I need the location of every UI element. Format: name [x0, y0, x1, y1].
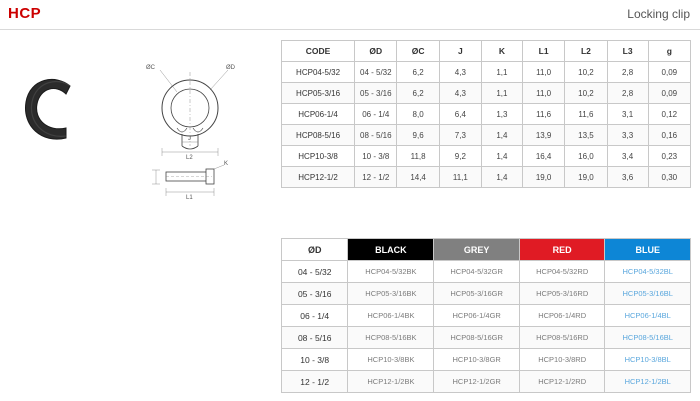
cell-k: 1,1	[481, 62, 522, 83]
cell-part-blue: HCP08-5/16BL	[605, 327, 691, 349]
column-header-diameter-d: ØD	[355, 41, 397, 62]
column-header-grey: GREY	[434, 239, 520, 261]
cell-l3: 2,8	[607, 83, 648, 104]
dimension-table	[281, 40, 691, 188]
cell-l2: 13,5	[565, 125, 607, 146]
cell-diameter-c: 11,8	[397, 146, 439, 167]
cell-g: 0,12	[648, 104, 690, 125]
page-title: HCP	[8, 5, 42, 22]
table-row	[282, 371, 691, 393]
page-subtitle: Locking clip	[627, 7, 690, 21]
table-row	[282, 261, 691, 283]
column-header-red: RED	[519, 239, 605, 261]
cell-part-red: HCP06-1/4RD	[519, 305, 605, 327]
cell-part-blue: HCP05-3/16BL	[605, 283, 691, 305]
cell-k: 1,4	[481, 125, 522, 146]
cell-l1: 13,9	[522, 125, 564, 146]
table-row	[282, 62, 691, 83]
table-row	[282, 327, 691, 349]
cell-part-black: HCP08-5/16BK	[348, 327, 434, 349]
cell-diameter-d: 04 - 5/32	[355, 62, 397, 83]
cell-diameter-c: 14,4	[397, 167, 439, 188]
cell-diameter-c: 9,6	[397, 125, 439, 146]
cell-j: 4,3	[439, 83, 481, 104]
cell-part-blue: HCP12-1/2BL	[605, 371, 691, 393]
cell-part-blue: HCP04-5/32BL	[605, 261, 691, 283]
table-row	[282, 283, 691, 305]
cell-g: 0,23	[648, 146, 690, 167]
cell-part-grey: HCP08-5/16GR	[434, 327, 520, 349]
cell-j: 7,3	[439, 125, 481, 146]
table-row	[282, 125, 691, 146]
column-header-blue: BLUE	[605, 239, 691, 261]
clip-illustration	[12, 70, 92, 150]
label-diameter-c: ØC	[146, 65, 155, 71]
label-k: K	[224, 161, 229, 167]
cell-part-black: HCP10-3/8BK	[348, 349, 434, 371]
color-part-number-table	[281, 238, 691, 393]
cell-code: HCP08-5/16	[282, 125, 355, 146]
label-j: J	[188, 136, 191, 142]
cell-g: 0,16	[648, 125, 690, 146]
cell-part-red: HCP04-5/32RD	[519, 261, 605, 283]
cell-part-grey: HCP10-3/8GR	[434, 349, 520, 371]
cell-diameter-d: 12 - 1/2	[282, 371, 348, 393]
table-header-row	[282, 239, 691, 261]
cell-l3: 3,1	[607, 104, 648, 125]
cell-l3: 3,6	[607, 167, 648, 188]
front-view-dimensions	[130, 60, 250, 160]
cell-l2: 16,0	[565, 146, 607, 167]
cell-part-red: HCP10-3/8RD	[519, 349, 605, 371]
column-header-j: J	[439, 41, 481, 62]
cell-l2: 10,2	[565, 62, 607, 83]
cell-code: HCP06-1/4	[282, 104, 355, 125]
cell-j: 11,1	[439, 167, 481, 188]
cell-part-grey: HCP05-3/16GR	[434, 283, 520, 305]
cell-part-blue: HCP10-3/8BL	[605, 349, 691, 371]
cell-part-blue: HCP06-1/4BL	[605, 305, 691, 327]
cell-j: 9,2	[439, 146, 481, 167]
cell-part-grey: HCP06-1/4GR	[434, 305, 520, 327]
label-diameter-d: ØD	[226, 65, 235, 71]
cell-l1: 16,4	[522, 146, 564, 167]
cell-j: 6,4	[439, 104, 481, 125]
cell-g: 0,30	[648, 167, 690, 188]
cell-l3: 3,4	[607, 146, 648, 167]
cell-part-black: HCP05-3/16BK	[348, 283, 434, 305]
cell-l2: 11,6	[565, 104, 607, 125]
column-header-l1: L1	[522, 41, 564, 62]
cell-diameter-d: 08 - 5/16	[282, 327, 348, 349]
cell-part-grey: HCP12-1/2GR	[434, 371, 520, 393]
cell-diameter-d: 06 - 1/4	[282, 305, 348, 327]
cell-k: 1,3	[481, 104, 522, 125]
cell-diameter-d: 10 - 3/8	[355, 146, 397, 167]
side-view-dimensions	[130, 160, 250, 208]
column-header-code: CODE	[282, 41, 355, 62]
cell-part-red: HCP08-5/16RD	[519, 327, 605, 349]
column-header-diameter-d: ØD	[282, 239, 348, 261]
cell-l1: 19,0	[522, 167, 564, 188]
table-header-row	[282, 41, 691, 62]
table-row	[282, 83, 691, 104]
column-header-l3: L3	[607, 41, 648, 62]
column-header-diameter-c: ØC	[397, 41, 439, 62]
cell-diameter-c: 8,0	[397, 104, 439, 125]
column-header-black: BLACK	[348, 239, 434, 261]
table-row	[282, 305, 691, 327]
cell-diameter-d: 04 - 5/32	[282, 261, 348, 283]
cell-l3: 3,3	[607, 125, 648, 146]
cell-diameter-d: 05 - 3/16	[355, 83, 397, 104]
cell-code: HCP12-1/2	[282, 167, 355, 188]
cell-l1: 11,0	[522, 83, 564, 104]
cell-diameter-d: 06 - 1/4	[355, 104, 397, 125]
cell-part-red: HCP05-3/16RD	[519, 283, 605, 305]
cell-part-black: HCP04-5/32BK	[348, 261, 434, 283]
page-header	[0, 0, 700, 30]
cell-code: HCP05-3/16	[282, 83, 355, 104]
cell-g: 0,09	[648, 83, 690, 104]
label-l2: L2	[186, 155, 193, 160]
table-row	[282, 104, 691, 125]
cell-g: 0,09	[648, 62, 690, 83]
cell-k: 1,1	[481, 83, 522, 104]
column-header-g: g	[648, 41, 690, 62]
cell-code: HCP10-3/8	[282, 146, 355, 167]
cell-part-black: HCP06-1/4BK	[348, 305, 434, 327]
label-l1: L1	[186, 195, 193, 201]
table-row	[282, 349, 691, 371]
product-drawing-area	[0, 32, 276, 212]
cell-diameter-c: 6,2	[397, 83, 439, 104]
column-header-l2: L2	[565, 41, 607, 62]
column-header-k: K	[481, 41, 522, 62]
cell-part-grey: HCP04-5/32GR	[434, 261, 520, 283]
table-row	[282, 146, 691, 167]
cell-k: 1,4	[481, 167, 522, 188]
cell-diameter-d: 08 - 5/16	[355, 125, 397, 146]
cell-diameter-d: 10 - 3/8	[282, 349, 348, 371]
cell-l1: 11,6	[522, 104, 564, 125]
cell-k: 1,4	[481, 146, 522, 167]
cell-l2: 10,2	[565, 83, 607, 104]
cell-l2: 19,0	[565, 167, 607, 188]
cell-part-red: HCP12-1/2RD	[519, 371, 605, 393]
cell-l3: 2,8	[607, 62, 648, 83]
cell-diameter-c: 6,2	[397, 62, 439, 83]
cell-l1: 11,0	[522, 62, 564, 83]
cell-diameter-d: 12 - 1/2	[355, 167, 397, 188]
cell-code: HCP04-5/32	[282, 62, 355, 83]
cell-diameter-d: 05 - 3/16	[282, 283, 348, 305]
cell-j: 4,3	[439, 62, 481, 83]
cell-part-black: HCP12-1/2BK	[348, 371, 434, 393]
table-row	[282, 167, 691, 188]
